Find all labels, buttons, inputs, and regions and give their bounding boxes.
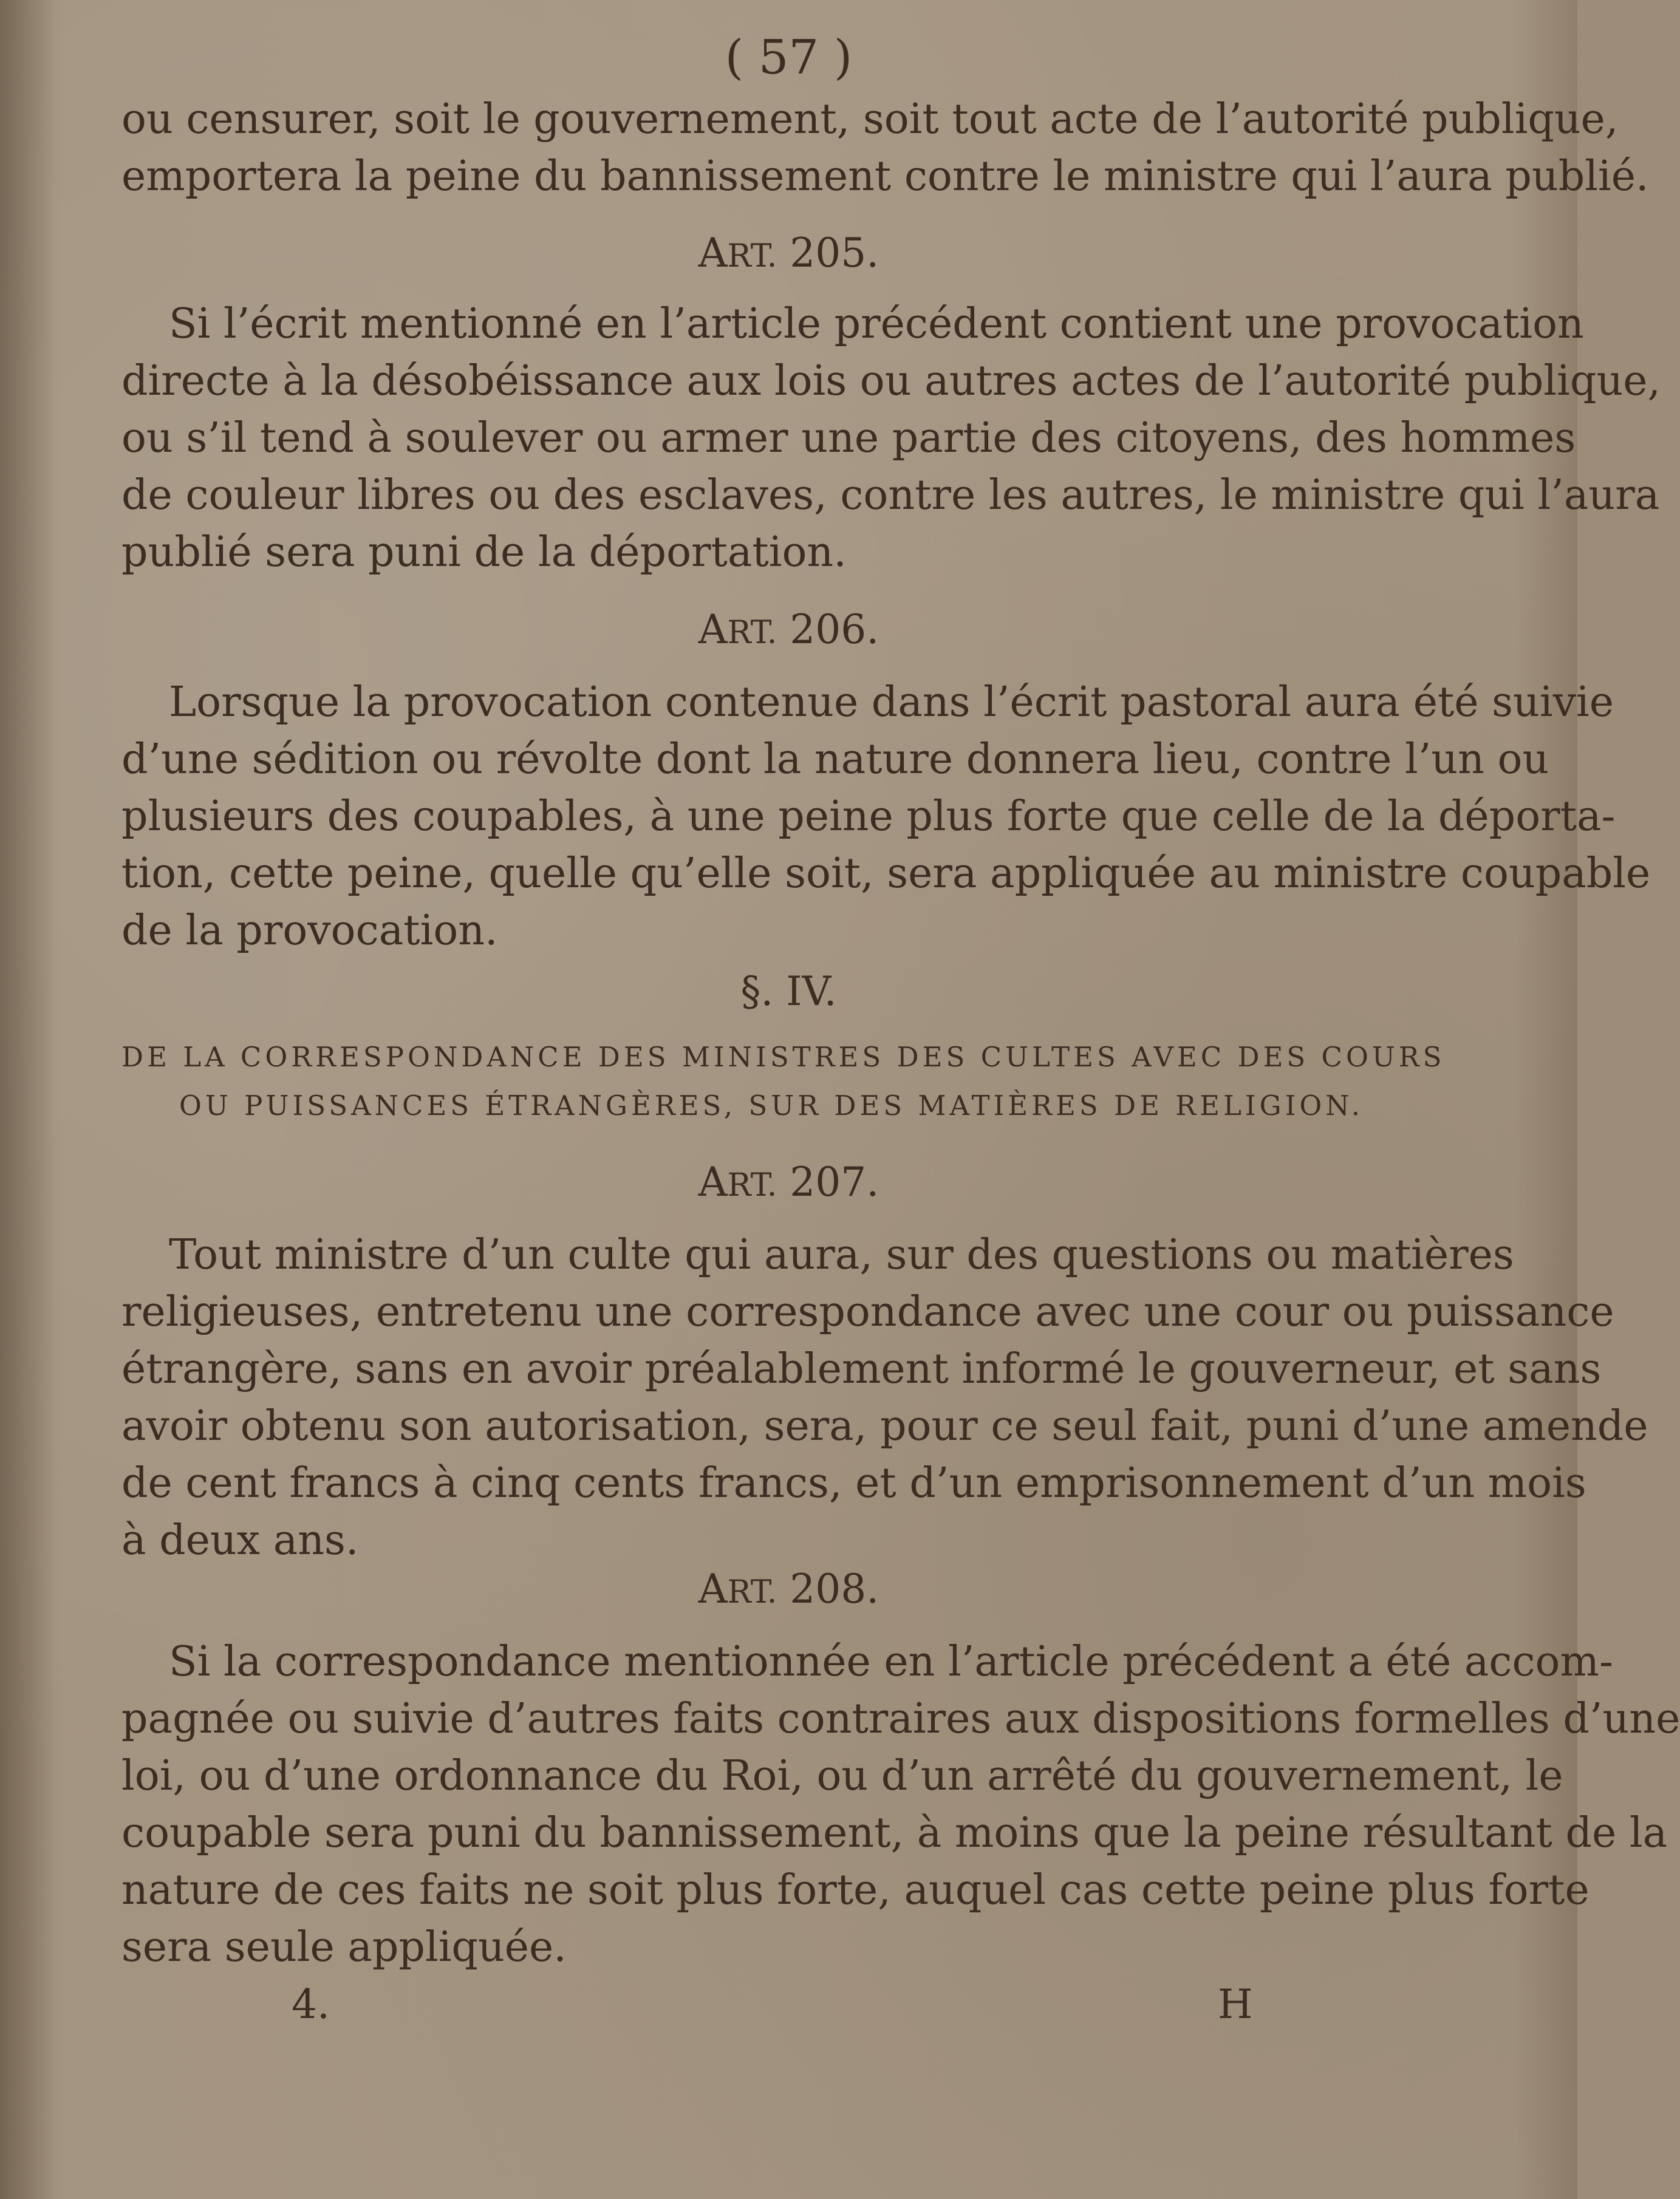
article-208-heading-small: RT.: [727, 1574, 777, 1611]
article-208-line-6: sera seule appliquée.: [121, 1923, 567, 1971]
article-206-heading-small: RT.: [727, 615, 777, 651]
section-title-line-1: DE LA CORRESPONDANCE DES MINISTRES DES CULTES AVEC DES COURS: [121, 1041, 1446, 1073]
article-207-line-4: avoir obtenu son autorisation, sera, pour ce seul fait, puni d’une amende: [121, 1402, 1648, 1450]
article-206-line-3: plusieurs des coupables, à une peine plus forte que celle de la déporta-: [121, 793, 1616, 840]
article-208-line-2: pagnée ou suivie d’autres faits contraires aux dispositions formelles d’une: [121, 1695, 1680, 1743]
article-205-line-3: ou s’il tend à soulever ou armer une partie des citoyens, des hommes: [121, 414, 1576, 462]
article-207-line-5: de cent francs à cinq cents francs, et d’un emprisonnement d’un mois: [121, 1459, 1586, 1507]
intro-line-1: ou censurer, soit le gouvernement, soit tout acte de l’autorité publique,: [121, 95, 1619, 143]
article-207-heading: [0, 1154, 1577, 1214]
article-208-line-1: Si la correspondance mentionnée en l’article précédent a été accom-: [169, 1638, 1613, 1686]
article-207-heading-small: RT.: [727, 1167, 777, 1204]
article-206-heading-number: 206.: [790, 606, 879, 653]
article-205-line-2: directe à la désobéissance aux lois ou autres actes de l’autorité publique,: [121, 357, 1661, 405]
article-207-heading-initial: A: [698, 1159, 728, 1205]
article-207-line-1: Tout ministre d’un culte qui aura, sur des questions ou matières: [169, 1231, 1514, 1279]
article-208-line-4: coupable sera puni du bannissement, à moins que la peine résultant de la: [121, 1809, 1668, 1857]
article-205-heading-number: 205.: [790, 230, 879, 276]
article-208-heading-number: 208.: [790, 1566, 879, 1612]
article-205-heading-initial: A: [698, 230, 728, 276]
article-205-heading: [0, 225, 1577, 285]
article-205-line-4: de couleur libres ou des esclaves, contre les autres, le ministre qui l’aura: [121, 471, 1660, 519]
signature-mark: 4.: [292, 1981, 330, 2028]
article-205-line-5: publié sera puni de la déportation.: [121, 528, 847, 576]
article-208-line-5: nature de ces faits ne soit plus forte, auquel cas cette peine plus forte: [121, 1866, 1590, 1914]
section-number: §. IV.: [740, 968, 837, 1015]
article-208-heading-initial: A: [698, 1566, 728, 1612]
article-207-line-6: à deux ans.: [121, 1516, 359, 1564]
article-205-heading-small: RT.: [727, 238, 777, 274]
article-206-line-5: de la provocation.: [121, 907, 498, 955]
article-205-line-1: Si l’écrit mentionné en l’article précédent contient une provocation: [169, 300, 1584, 348]
article-208-heading: [0, 1561, 1577, 1621]
article-206-heading-initial: A: [698, 606, 728, 653]
article-208-line-3: loi, ou d’une ordonnance du Roi, ou d’un arrêté du gouvernement, le: [121, 1752, 1563, 1800]
article-206-line-4: tion, cette peine, quelle qu’elle soit, sera appliquée au ministre coupable: [121, 850, 1651, 898]
article-206-line-2: d’une sédition ou révolte dont la nature donnera lieu, contre l’un ou: [121, 735, 1549, 783]
page-number: ( 57 ): [725, 30, 853, 85]
article-207-line-2: religieuses, entretenu une correspondance avec une cour ou puissance: [121, 1288, 1614, 1336]
article-207-line-3: étrangère, sans en avoir préalablement informé le gouverneur, et sans: [121, 1345, 1602, 1393]
intro-line-2: emportera la peine du bannissement contre le ministre qui l’aura publié.: [121, 152, 1649, 200]
signature-letter: H: [1218, 1981, 1253, 2028]
article-206-heading: [0, 601, 1577, 661]
section-title-line-2: OU PUISSANCES ÉTRANGÈRES, SUR DES MATIÈRES DE RELIGION.: [179, 1089, 1364, 1122]
article-207-heading-number: 207.: [790, 1159, 879, 1205]
page-edge-shadow: [0, 0, 55, 2199]
article-206-line-1: Lorsque la provocation contenue dans l’écrit pastoral aura été suivie: [169, 678, 1614, 726]
